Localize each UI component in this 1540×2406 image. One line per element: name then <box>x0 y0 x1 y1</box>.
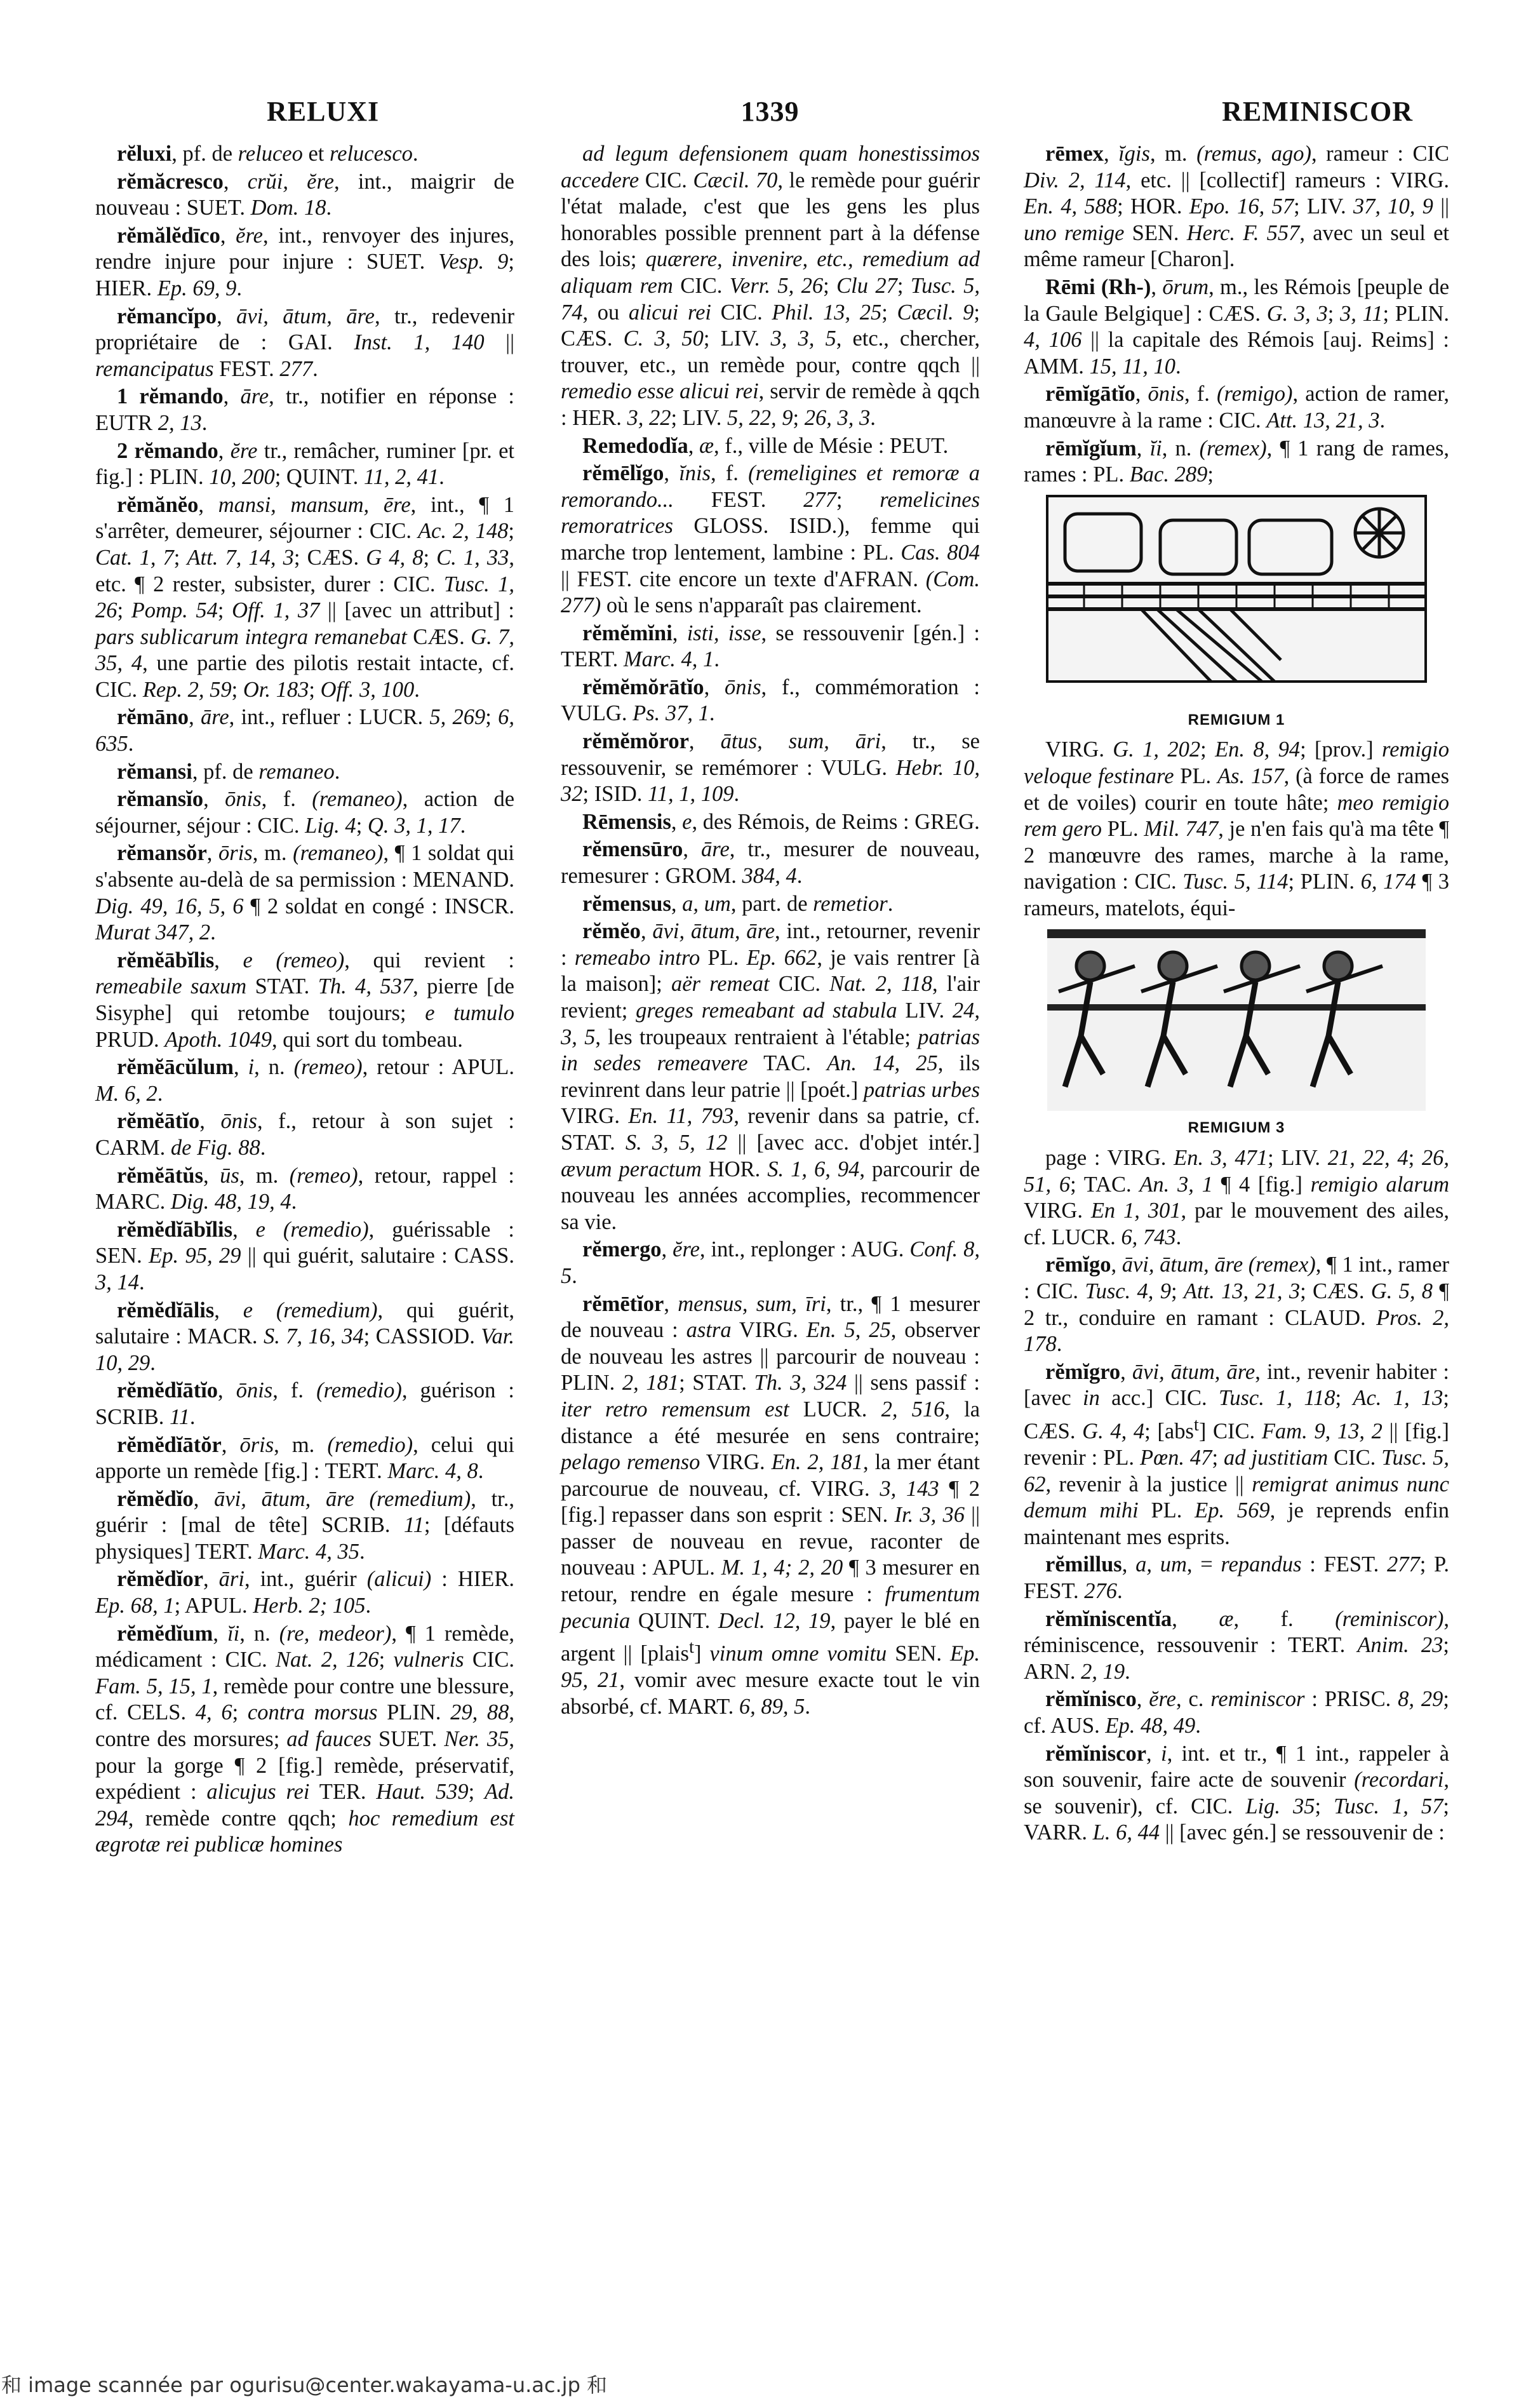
figure-remigium-1 <box>1024 495 1449 734</box>
dictionary-entry: rĕmĕdĭum, ĭi, n. (re, medeor), ¶ 1 remède, médicament : CIC. Nat. 2, 126; vulneris CIC. Fam. 5, 15, 1, remède pour contre une blessure, cf. CELS. 4, 6; contra morsus PLIN. 29, 88, contre des morsures; ad fauces SUET. Ner. 35, pour la gorge ¶ 2 [fig.] remède, préservatif, expédient : alicujus rei TER. Haut. 539; Ad. 294, remède contre qqch; hoc remedium est ægrotæ rei publicæ homines <box>95 1621 515 1857</box>
dictionary-entry: rĕmansĭo, ōnis, f. (remaneo), action de séjourner, séjour : CIC. Lig. 4; Q. 3, 1, 17. <box>95 787 515 838</box>
dictionary-entry: rĕmĕmŏrātĭo, ōnis, f., commémoration : VULG. Ps. 37, 1. <box>561 675 980 726</box>
dictionary-entry: rĕmansŏr, ōris, m. (remaneo), ¶ 1 soldat qui s'absente au-delà de sa permission : MENAND. Dig. 49, 16, 5, 6 ¶ 2 soldat en congé : INSCR. Murat 347, 2. <box>95 841 515 945</box>
dictionary-entry: rēmĭgĭum, ĭi, n. (remex), ¶ 1 rang de rames, rames : PL. Bac. 289; <box>1024 436 1449 487</box>
scan-credit: 和 image scannée par ogurisu@center.wakayama-u.ac.jp 和 <box>1 2373 608 2397</box>
dictionary-entry: rĕmētĭor, mensus, sum, īri, tr., ¶ 1 mesurer de nouveau : astra VIRG. En. 5, 25, observer de nouveau les astres || parcourir de nouveau : PLIN. 2, 181; STAT. Th. 3, 324 || sens passif : iter retro remensum est LUCR. 2, 516, la distance a été mesurée en sens contraire; pelago remenso VIRG. En. 2, 181, la mer étant parcourue de nouveau, cf. VIRG. 3, 143 ¶ 2 [fig.] repasser dans son esprit : SEN. Ir. 3, 36 || passer de nouveau en revue, raconter de nouveau : APUL. M. 1, 4; 2, 20 ¶ 3 mesurer en retour, rendre en égale mesure : frumentum pecunia QUINT. Decl. 12, 19, payer le blé en argent || [plais$^t$] vinum omne vomitu SEN. Ep. 95, 21, vomir avec mesure exacte tout le vin absorbé, cf. MART. 6, 89, 5. <box>561 1291 981 1719</box>
remigium-1-illustration <box>1046 495 1427 704</box>
dictionary-entry: rĕmĕdĭātŏr, ōris, m. (remedio), celui qui apporte un remède [fig.] : TERT. Marc. 4, 8. <box>95 1432 514 1484</box>
dictionary-entry: rĕmĕo, āvi, ātum, āre, int., retourner, revenir : remeabo intro PL. Ep. 662, je vais rentrer [à la maison]; aër remeat CIC. Nat. 2, 118, l'air revient; greges remeabant ad stabula LIV. 24, 3, 5, les troupeaux rentraient à l'étable; patrias in sedes remeavere TAC. An. 14, 25, ils revinrent dans leur patrie || [poét.] patrias urbes VIRG. En. 11, 793, revenir dans sa patrie, cf. STAT. S. 3, 5, 12 || [avec acc. d'objet intér.] ævum peractum HOR. S. 1, 6, 94, parcourir de nouveau les années accomplies, recommencer sa vie. <box>561 919 981 1234</box>
dictionary-entry: rĕmĕdĭo, āvi, ātum, āre (remedium), tr., guérir : [mal de tête] SCRIB. 11; [défauts physiques] TERT. Marc. 4, 35. <box>95 1486 515 1564</box>
dictionary-entry: rĕmĕdĭābĭlis, e (remedio), guérissable : SEN. Ep. 95, 29 || qui guérit, salutaire : CASS. 3, 14. <box>95 1217 514 1294</box>
column-3 <box>1024 141 1449 1848</box>
figure-remigium-3 <box>1024 928 1449 1141</box>
header-right-word: REMINISCOR <box>1222 96 1413 127</box>
dictionary-entry: rēmex, ĭgis, m. (remus, ago), rameur : CIC Div. 2, 114, etc. || [collectif] rameurs : VIRG. En. 4, 588; HOR. Epo. 16, 57; LIV. 37, 10, 9 || uno remige SEN. Herc. F. 557, avec un seul et même rameur [Charon]. <box>1024 142 1450 272</box>
dictionary-entry: rĕmĭgro, āvi, ātum, āre, int., revenir habiter : [avec in acc.] CIC. Tusc. 1, 118; Ac. 1, 13; CÆS. G. 4, 4; [abs$^t$] CIC. Fam. 9, 13, 2 || [fig.] revenir : PL. Pœn. 47; ad justitiam CIC. Tusc. 5, 62, revenir à la justice || remigrat animus nunc demum mihi PL. Ep. 569, je reprends enfin maintenant mes esprits. <box>1024 1359 1450 1549</box>
header-left-word: RELUXI <box>267 96 380 127</box>
dictionary-entry: page : VIRG. En. 3, 471; LIV. 21, 22, 4; 26, 51, 6; TAC. An. 3, 1 ¶ 4 [fig.] remigio alarum VIRG. En 1, 301, par le mouvement des ailes, cf. LUCR. 6, 743. <box>1024 1146 1450 1249</box>
column-2 <box>561 141 980 1722</box>
dictionary-entry: rĕmĕmŏror, ātus, sum, āri, tr., se ressouvenir, se remémorer : VULG. Hebr. 10, 32; ISID. 11, 1, 109. <box>561 729 980 807</box>
dictionary-entry: rĕmĭnisco, ĕre, c. reminiscor : PRISC. 8, 29; cf. AUS. Ep. 48, 49. <box>1024 1687 1449 1738</box>
dictionary-entry: rĕmĕdĭālis, e (remedium), qui guérit, salutaire : MACR. S. 7, 16, 34; CASSIOD. Var. 10, 29. <box>95 1298 514 1375</box>
dictionary-entry: Rēmensis, e, des Rémois, de Reims : GREG. <box>582 809 980 834</box>
dictionary-entry: rĕmensus, a, um, part. de remetior. <box>582 891 894 916</box>
figure-1-caption: REMIGIUM 1 <box>1188 711 1285 729</box>
dictionary-entry: 2 rĕmando, ĕre tr., remâcher, ruminer [pr. et fig.] : PLIN. 10, 200; QUINT. 11, 2, 41. <box>95 438 514 490</box>
dictionary-entry: Rēmi (Rh-), ōrum, m., les Rémois [peuple de la Gaule Belgique] : CÆS. G. 3, 3; 3, 11; PLIN. 4, 106 || la capitale des Rémois [auj. Reims] : AMM. 15, 11, 10. <box>1024 274 1450 379</box>
column-1 <box>95 141 514 1860</box>
dictionary-entry: rĕmancĭpo, āvi, ātum, āre, tr., redevenir propriétaire de : GAI. Inst. 1, 140 || remancipatus FEST. 277. <box>95 304 515 381</box>
dictionary-entry: rĕmēlĭgo, ĭnis, f. (remeligines et remoræ a remorando... FEST. 277; remelicines remoratrices GLOSS. ISID.), femme qui marche trop lentement, lambine : PL. Cas. 804 || FEST. cite encore un texte d'AFRAN. (Com. 277) où le sens n'apparaît pas clairement. <box>561 461 980 618</box>
dictionary-entry: rĕmĕmĭni, isti, isse, se ressouvenir [gén.] : TERT. Marc. 4, 1. <box>561 621 981 672</box>
dictionary-entry: rĕmansi, pf. de remaneo. <box>117 759 340 784</box>
dictionary-entry: rĕmălĕdīco, ĕre, int., renvoyer des injures, rendre injure pour injure : SUET. Vesp. 9; HIER. Ep. 69, 9. <box>95 223 514 300</box>
figure-3-caption: REMIGIUM 3 <box>1188 1119 1285 1137</box>
dictionary-entry: rĕmĕācŭlum, i, n. (remeo), retour : APUL. M. 6, 2. <box>95 1055 514 1106</box>
dictionary-entry: rĕluxi, pf. de reluceo et relucesco. <box>117 142 418 166</box>
dictionary-entry: Remedodĭa, æ, f., ville de Mésie : PEUT. <box>582 433 949 458</box>
dictionary-entry: rĕmāno, āre, int., refluer : LUCR. 5, 269; 6, 635. <box>95 705 515 756</box>
dictionary-entry: rĕmĭniscor, i, int. et tr., ¶ 1 int., rappeler à son souvenir, faire acte de souvenir (recordari, se souvenir), cf. CIC. Lig. 35; Tusc. 1, 57; VARR. L. 6, 44 || [avec gén.] se ressouvenir de : <box>1024 1741 1450 1845</box>
entry-remigium-continued: VIRG. G. 1, 202; En. 8, 94; [prov.] remigio veloque festinare PL. As. 157, (à force de rames et de voiles) courir en toute hâte; meo remigio rem gero PL. Mil. 747, je n'en fais qu'à ma tête ¶ 2 manœuvre des rames, marche à la rame, navigation : CIC. Tusc. 5, 114; PLIN. 6, 174 ¶ 3 rameurs, matelots, équi- <box>1024 737 1450 920</box>
dictionary-entry: rĕmillus, a, um, = repandus : FEST. 277; P. FEST. 276. <box>1024 1552 1449 1604</box>
dictionary-entry: rēmĭgo, āvi, ātum, āre (remex), ¶ 1 int., ramer : CIC. Tusc. 4, 9; Att. 13, 21, 3; CÆS. G. 5, 8 ¶ 2 tr., conduire en ramant : CLAUD. Pros. 2, 178. <box>1024 1253 1449 1357</box>
remigium-3-illustration <box>1046 928 1427 1112</box>
dictionary-entry: ad legum defensionem quam honestissimos accedere CIC. Cæcil. 70, le remède pour guérir l'état malade, c'est que les gens les plus honorables possible prennent part à la défense des lois; quærere, invenire, etc., remedium ad aliquam rem CIC. Verr. 5, 26; Clu 27; Tusc. 5, 74, ou alicui rei CIC. Phil. 13, 25; Cæcil. 9; CÆS. C. 3, 50; LIV. 3, 3, 5, etc., chercher, trouver, etc., un remède pour, contre qqch || remedio esse alicui rei, servir de remède à qqch : HER. 3, 22; LIV. 5, 22, 9; 26, 3, 3. <box>561 142 981 430</box>
dictionary-entry: rĕmĕdĭor, āri, int., guérir (alicui) : HIER. Ep. 68, 1; APUL. Herb. 2; 105. <box>95 1567 515 1618</box>
page-header <box>95 95 1445 133</box>
dictionary-entry: rĕmĕātŭs, ūs, m. (remeo), retour, rappel : MARC. Dig. 48, 19, 4. <box>95 1163 515 1214</box>
page-number: 1339 <box>740 96 800 127</box>
dictionary-entry: rĕmĕābĭlis, e (remeo), qui revient : remeabile saxum STAT. Th. 4, 537, pierre [de Sisyphe] qui retombe toujours; e tumulo PRUD. Apoth. 1049, qui sort du tombeau. <box>95 948 514 1052</box>
dictionary-entry: rĕmĕātĭo, ōnis, f., retour à son sujet : CARM. de Fig. 88. <box>95 1109 514 1160</box>
dictionary-entry: rĕmensūro, āre, tr., mesurer de nouveau, remesurer : GROM. 384, 4. <box>561 837 980 889</box>
dictionary-entry: 1 rĕmando, āre, tr., notifier en réponse : EUTR 2, 13. <box>95 384 515 435</box>
dictionary-entry: rĕmĕdĭātĭo, ōnis, f. (remedio), guérison : SCRIB. 11. <box>95 1378 514 1429</box>
dictionary-entry: rĕmĭniscentĭa, æ, f. (reminiscor), réminiscence, ressouvenir : TERT. Anim. 23; ARN. 2, 19. <box>1024 1606 1449 1684</box>
dictionary-entry: rĕmăcresco, crŭi, ĕre, int., maigrir de nouveau : SUET. Dom. 18. <box>95 169 514 220</box>
dictionary-entry: rĕmănĕo, mansi, mansum, ēre, int., ¶ 1 s'arrêter, demeurer, séjourner : CIC. Ac. 2, 148; Cat. 1, 7; Att. 7, 14, 3; CÆS. G 4, 8; C. 1, 33, etc. ¶ 2 rester, subsister, durer : CIC. Tusc. 1, 26; Pomp. 54; Off. 1, 37 || [avec un attribut] : pars sublicarum integra remanebat CÆS. G. 7, 35, 4, une partie des pilotis restait intacte, cf. CIC. Rep. 2, 59; Or. 183; Off. 3, 100. <box>95 492 514 702</box>
dictionary-entry: rĕmergo, ĕre, int., replonger : AUG. Conf. 8, 5. <box>561 1237 980 1288</box>
dictionary-entry: rēmĭgātĭo, ōnis, f. (remigo), action de ramer, manœuvre à la rame : CIC. Att. 13, 21, 3. <box>1024 382 1449 433</box>
